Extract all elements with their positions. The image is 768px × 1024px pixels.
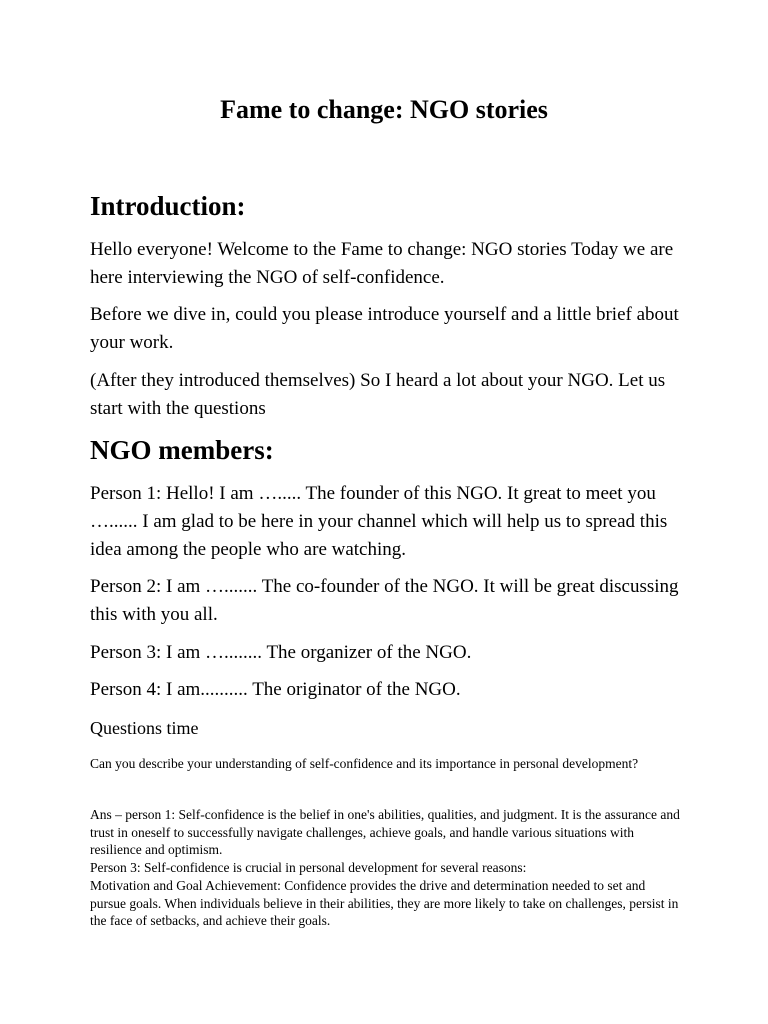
member-paragraph-3: Person 3: I am …........ The organizer of the NGO. <box>90 642 472 663</box>
intro-paragraph-1: Hello everyone! Welcome to the Fame to change: NGO stories Today we are here interviewing the NGO of self-confidence. <box>90 239 674 288</box>
ngo-members-heading: NGO members: <box>90 435 274 465</box>
answer-block <box>90 806 680 930</box>
document-title: Fame to change: NGO stories <box>220 95 548 124</box>
member-paragraph-2: Person 2: I am …....... The co-founder of the NGO. It will be great discussing this with you all. <box>90 576 679 625</box>
answer-motivation: Motivation and Goal Achievement: Confidence provides the drive and determination needed to set and pursue goals. When individuals believe in their abilities, they are more likely to take on challenges, persist in the face of setbacks, and achieve their goals. <box>90 877 679 929</box>
answer-person-1: Ans – person 1: Self-confidence is the belief in one's abilities, qualities, and judgment. It is the assurance and trust in oneself to successfully navigate challenges, achieve goals, and handle various situations with resilience and optimism. <box>90 807 680 858</box>
question-text: Can you describe your understanding of self-confidence and its importance in personal development? <box>90 756 639 771</box>
intro-paragraph-3: (After they introduced themselves) So I heard a lot about your NGO. Let us start with the questions <box>90 370 666 419</box>
introduction-heading: Introduction: <box>90 191 246 221</box>
member-paragraph-1: Person 1: Hello! I am …..... The founder of this NGO. It great to meet you …...... I am glad to be here in your channel which will help us to spread this idea among the people who are watching. <box>90 483 668 560</box>
questions-time-label: Questions time <box>90 718 199 738</box>
member-paragraph-4: Person 4: I am.......... The originator of the NGO. <box>90 679 461 700</box>
answer-person-3: Person 3: Self-confidence is crucial in personal development for several reasons: <box>90 860 527 876</box>
intro-paragraph-2: Before we dive in, could you please introduce yourself and a little brief about your work. <box>90 304 679 353</box>
